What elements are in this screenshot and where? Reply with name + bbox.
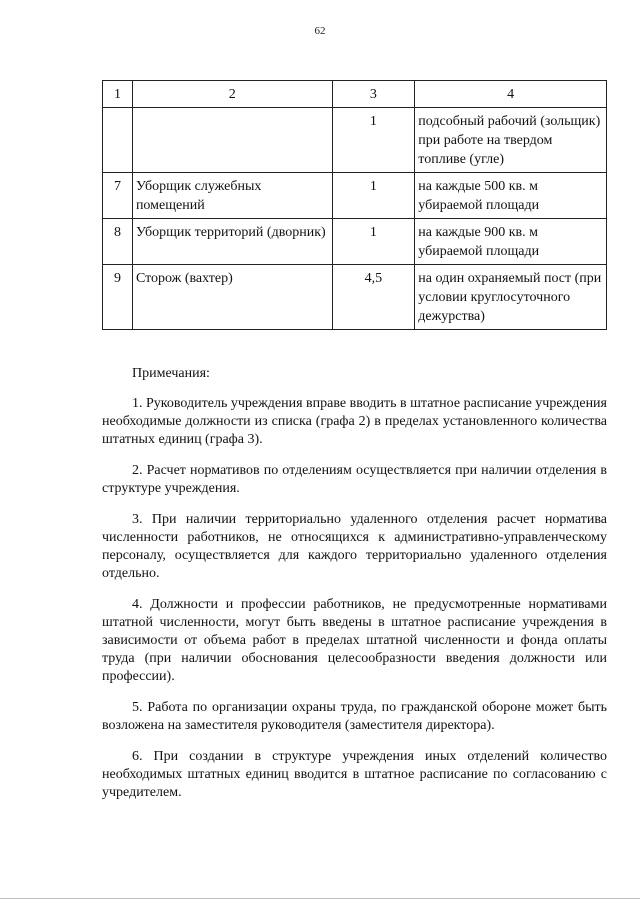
quantity-cell: 4,5 xyxy=(332,265,415,330)
staff-norms-table xyxy=(102,80,607,330)
header-cell-4: 4 xyxy=(415,81,607,108)
position-cell: Сторож (вахтер) xyxy=(132,265,332,330)
table-header-row xyxy=(103,81,607,108)
norm-cell: на один охраняемый пост (при условии круглосуточного дежурства) xyxy=(415,265,607,330)
quantity-cell: 1 xyxy=(332,219,415,265)
row-number-cell: 7 xyxy=(103,173,133,219)
table-row xyxy=(103,173,607,219)
notes-heading: Примечания: xyxy=(132,366,210,381)
quantity-cell: 1 xyxy=(332,108,415,173)
note-paragraph: 4. Должности и профессии работников, не предусмотренные нормативами штатной численности, могут быть введены в штатное расписание учреждения в зависимости от объема работ в пределах штатной численности и фонда оплаты труда (при наличии обоснования целесообразности введения должности или профессии). xyxy=(102,597,607,684)
header-cell-3: 3 xyxy=(332,81,415,108)
note-paragraph: 1. Руководитель учреждения вправе вводить в штатное расписание учреждения необходимые должности из списка (графа 2) в пределах установленного количества штатных единиц (графа 3). xyxy=(102,396,607,447)
header-cell-1: 1 xyxy=(103,81,133,108)
table-row xyxy=(103,265,607,330)
notes-section xyxy=(102,365,607,815)
norm-cell: на каждые 500 кв. м убираемой площади xyxy=(415,173,607,219)
position-cell xyxy=(132,108,332,173)
note-paragraph: 3. При наличии территориально удаленного отделения расчет норматива численности работников, не относящихся к административно-управленческому персоналу, осуществляется для каждого территориально удаленного отделения отдельно. xyxy=(102,512,607,581)
table-row xyxy=(103,219,607,265)
table-row xyxy=(103,108,607,173)
note-paragraph: 6. При создании в структуре учреждения иных отделений количество необходимых штатных единиц вводится в штатное расписание по согласованию с учредителем. xyxy=(102,749,607,800)
note-paragraph: 5. Работа по организации охраны труда, по гражданской обороне может быть возложена на заместителя руководителя (заместителя директора). xyxy=(102,700,607,733)
page-number: 62 xyxy=(314,25,326,37)
row-number-cell xyxy=(103,108,133,173)
page-bottom-edge xyxy=(0,898,640,899)
norm-cell: на каждые 900 кв. м убираемой площади xyxy=(415,219,607,265)
position-cell: Уборщик территорий (дворник) xyxy=(132,219,332,265)
row-number-cell: 9 xyxy=(103,265,133,330)
note-paragraph: 2. Расчет нормативов по отделениям осуществляется при наличии отделения в структуре учреждения. xyxy=(102,463,607,496)
position-cell: Уборщик служебных помещений xyxy=(132,173,332,219)
norm-cell: подсобный рабочий (зольщик) при работе на твердом топливе (угле) xyxy=(415,108,607,173)
header-cell-2: 2 xyxy=(132,81,332,108)
quantity-cell: 1 xyxy=(332,173,415,219)
row-number-cell: 8 xyxy=(103,219,133,265)
